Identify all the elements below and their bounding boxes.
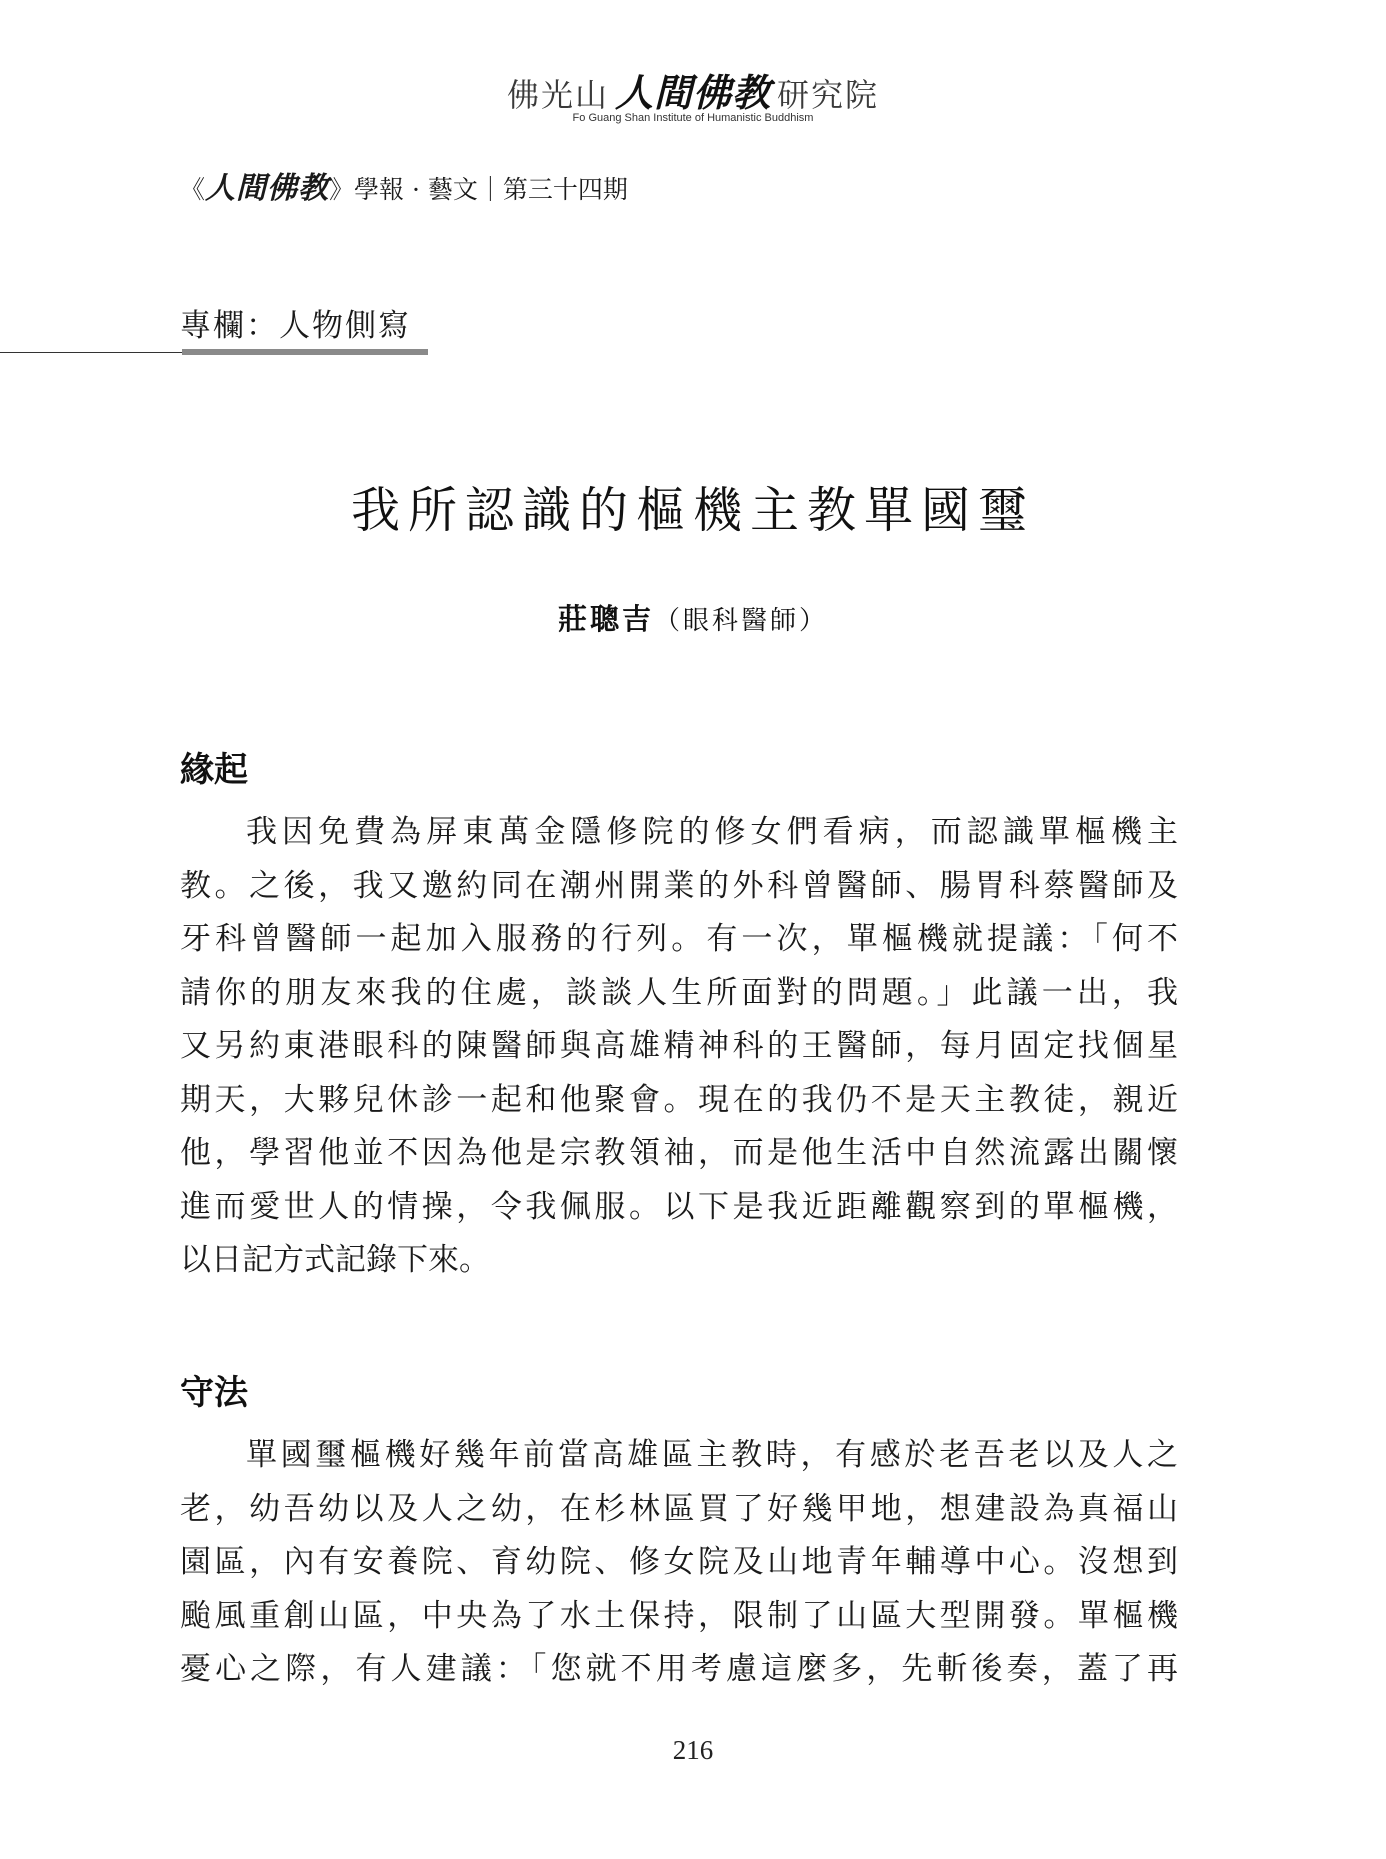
paragraph-line: 他，學習他並不因為他是宗教領袖，而是他生活中自然流露出關懷 — [180, 1135, 1178, 1171]
paragraph-line: 以日記方式記錄下來。 — [180, 1242, 490, 1278]
running-head-brand: 人間佛教 — [205, 171, 330, 206]
running-head-rest: 》學報 · 藝文｜第三十四期 — [329, 175, 628, 204]
paragraph-line: 進而愛世人的情操，令我佩服。以下是我近距離觀察到的單樞機， — [180, 1188, 1178, 1225]
paragraph-line: 我因免費為屏東萬金隱修院的修女們看病，而認識單樞機主 — [246, 814, 1178, 850]
paragraph-line: 單國璽樞機好幾年前當高雄區主教時，有感於老吾老以及人之 — [246, 1437, 1178, 1473]
paragraph-line: 颱風重創山區，中央為了水土保持，限制了山區大型開發。單樞機 — [180, 1597, 1178, 1634]
paragraph-line: 教。之後，我又邀約同在潮州開業的外科曾醫師、腸胃科蔡醫師及 — [180, 867, 1178, 904]
author-name: 莊聰吉 — [557, 602, 654, 636]
running-head — [180, 163, 628, 207]
section-heading: 守法 — [180, 1373, 248, 1413]
logo-brand: 人間佛教 — [614, 71, 771, 115]
paragraph-line: 牙科曾醫師一起加入服務的行列。有一次，單樞機就提議：「何不 — [180, 921, 1178, 957]
section-paragraph — [180, 806, 1178, 1288]
logo-prefix: 佛光山 — [506, 76, 609, 114]
paragraph-line: 老，幼吾幼以及人之幼，在杉林區買了好幾甲地，想建設為真福山 — [180, 1490, 1178, 1527]
paragraph-line: 又另約東港眼科的陳醫師與高雄精神科的王醫師，每月固定找個星 — [180, 1028, 1178, 1064]
paragraph-line: 憂心之際，有人建議：「您就不用考慮這麼多，先斬後奏，蓋了再 — [180, 1651, 1178, 1687]
logo-suffix: 研究院 — [777, 76, 880, 114]
logo-english-name: Fo Guang Shan Institute of Humanistic Buddhism — [572, 112, 814, 124]
author-line — [0, 597, 1386, 638]
author-affiliation: （眼科醫師） — [654, 606, 829, 636]
paragraph-line: 期天，大夥兒休診一起和他聚會。現在的我仍不是天主教徒，親近 — [180, 1081, 1178, 1118]
paragraph-line: 園區，內有安養院、育幼院、修女院及山地青年輔導中心。沒想到 — [180, 1544, 1178, 1580]
paragraph-line: 請你的朋友來我的住處，談談人生所面對的問題。」此議一出，我 — [180, 974, 1178, 1011]
section-paragraph — [180, 1429, 1178, 1697]
running-head-open: 《 — [180, 175, 206, 204]
institute-logo — [0, 62, 1386, 117]
article-title: 我所認識的樞機主教單國璽 — [350, 482, 1035, 539]
column-underline — [182, 349, 428, 355]
page-number: 216 — [672, 1735, 714, 1765]
column-label: 專欄：人物側寫 — [180, 308, 411, 344]
section-heading: 緣起 — [180, 750, 248, 790]
